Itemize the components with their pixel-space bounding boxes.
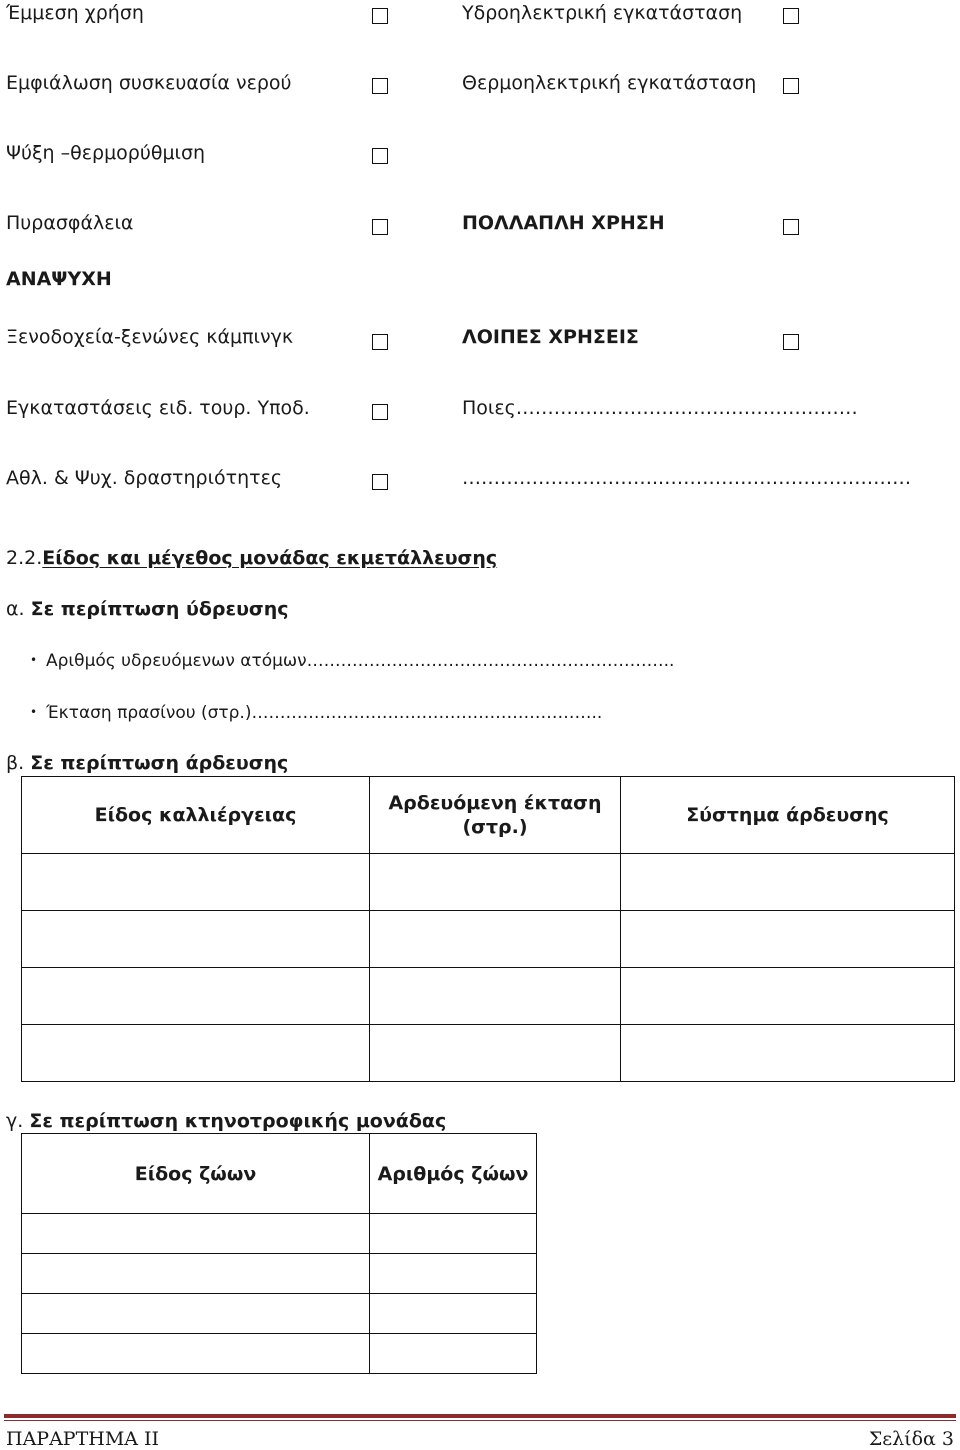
table-cell[interactable] <box>22 1214 370 1254</box>
table-cell[interactable] <box>621 1025 955 1082</box>
checkbox-fire-safety[interactable] <box>372 219 388 235</box>
table-cell[interactable] <box>370 968 621 1025</box>
list-item[interactable] <box>30 703 602 723</box>
livestock-title: Σε περίπτωση κτηνοτροφικής μονάδας <box>29 1110 447 1132</box>
use-label-tourism-infrastructure: Εγκαταστάσεις ειδ. τουρ. Υποδ. <box>6 397 310 419</box>
other-uses-which-field[interactable]: Ποιες……………………………………………… <box>462 397 858 419</box>
section-number: 2.2. <box>6 547 43 569</box>
checkbox-indirect-use[interactable] <box>372 8 388 24</box>
table-row <box>22 1214 537 1254</box>
bullet-icon: • <box>30 653 38 667</box>
checkbox-hydroelectric[interactable] <box>783 8 799 24</box>
irrigation-title: Σε περίπτωση άρδευσης <box>30 752 289 774</box>
table-cell[interactable] <box>22 854 370 911</box>
recreation-heading: ΑΝΑΨΥΧΗ <box>6 268 112 290</box>
water-supply-heading <box>6 598 289 620</box>
checkbox-tourism-infrastructure[interactable] <box>372 404 388 420</box>
table-row <box>22 968 955 1025</box>
table-cell[interactable] <box>370 854 621 911</box>
use-label-multiple-use: ΠΟΛΛΑΠΛΗ ΧΡΗΣΗ <box>462 212 665 234</box>
water-supply-prefix: α. <box>6 598 25 620</box>
irrigation-header-area: Αρδευόμενη έκταση (στρ.) <box>370 777 621 854</box>
table-row <box>22 854 955 911</box>
table-row <box>22 911 955 968</box>
table-cell[interactable] <box>22 1254 370 1294</box>
table-row <box>22 1334 537 1374</box>
green-area-field: Έκταση πρασίνου (στρ.)…………………………………………………….. <box>46 703 603 723</box>
footer-rule <box>4 1414 956 1418</box>
irrigation-table <box>21 776 955 1082</box>
footer-annex-label: ΠΑΡΑΡΤΗΜΑ ΙΙ <box>6 1428 160 1450</box>
footer-rule-thin <box>4 1420 956 1421</box>
table-cell[interactable] <box>22 968 370 1025</box>
use-label-thermoelectric: Θερμοηλεκτρική εγκατάσταση <box>462 72 757 94</box>
section-heading <box>6 547 497 569</box>
table-row <box>22 1254 537 1294</box>
use-label-indirect: Έμμεση χρήση <box>6 2 144 24</box>
use-label-sports-activities: Αθλ. & Ψυχ. δραστηριότητες <box>6 467 282 489</box>
list-item[interactable] <box>30 651 674 671</box>
table-cell[interactable] <box>370 1254 537 1294</box>
table-cell[interactable] <box>621 911 955 968</box>
checkbox-other-uses[interactable] <box>783 334 799 350</box>
water-supply-title: Σε περίπτωση ύδρευσης <box>30 598 289 620</box>
table-row <box>22 1294 537 1334</box>
table-cell[interactable] <box>22 1334 370 1374</box>
livestock-heading <box>6 1110 446 1132</box>
table-cell[interactable] <box>22 911 370 968</box>
irrigation-heading <box>6 752 288 774</box>
use-label-cooling: Ψύξη –θερμορύθμιση <box>6 142 206 164</box>
use-label-hotels: Ξενοδοχεία-ξενώνες κάμπινγκ <box>6 326 294 348</box>
footer-page-number: Σελίδα 3 <box>868 1428 954 1450</box>
table-row <box>22 1025 955 1082</box>
irrigation-header-system: Σύστημα άρδευσης <box>621 777 955 854</box>
table-cell[interactable] <box>621 854 955 911</box>
checkbox-multiple-use[interactable] <box>783 219 799 235</box>
table-cell[interactable] <box>370 911 621 968</box>
table-cell[interactable] <box>370 1294 537 1334</box>
other-uses-blank-line[interactable]: …………………………..………………………………… <box>462 467 912 489</box>
use-label-fire-safety: Πυρασφάλεια <box>6 212 134 234</box>
livestock-header-count: Αριθμός ζώων <box>370 1134 537 1214</box>
livestock-header-type: Είδος ζώων <box>22 1134 370 1214</box>
table-cell[interactable] <box>22 1025 370 1082</box>
use-label-bottling: Εμφιάλωση συσκευασία νερού <box>6 72 292 94</box>
use-label-hydroelectric: Υδροηλεκτρική εγκατάσταση <box>462 2 743 24</box>
checkbox-thermoelectric[interactable] <box>783 78 799 94</box>
table-cell[interactable] <box>621 968 955 1025</box>
bullet-icon: • <box>30 705 38 719</box>
table-cell[interactable] <box>370 1334 537 1374</box>
irrigation-prefix: β. <box>6 752 25 774</box>
livestock-table <box>21 1133 537 1374</box>
table-cell[interactable] <box>22 1294 370 1334</box>
livestock-prefix: γ. <box>6 1110 24 1132</box>
checkbox-cooling[interactable] <box>372 148 388 164</box>
served-persons-field: Αριθμός υδρευόμενων ατόμων……………………………………………………….. <box>46 651 675 671</box>
checkbox-sports-activities[interactable] <box>372 474 388 490</box>
table-cell[interactable] <box>370 1025 621 1082</box>
other-uses-label: ΛΟΙΠΕΣ ΧΡΗΣΕΙΣ <box>462 326 639 348</box>
section-title: Είδος και μέγεθος μονάδας εκμετάλλευσης <box>42 547 498 569</box>
irrigation-header-crop: Είδος καλλιέργειας <box>22 777 370 854</box>
checkbox-bottling[interactable] <box>372 78 388 94</box>
checkbox-hotels[interactable] <box>372 334 388 350</box>
table-cell[interactable] <box>370 1214 537 1254</box>
